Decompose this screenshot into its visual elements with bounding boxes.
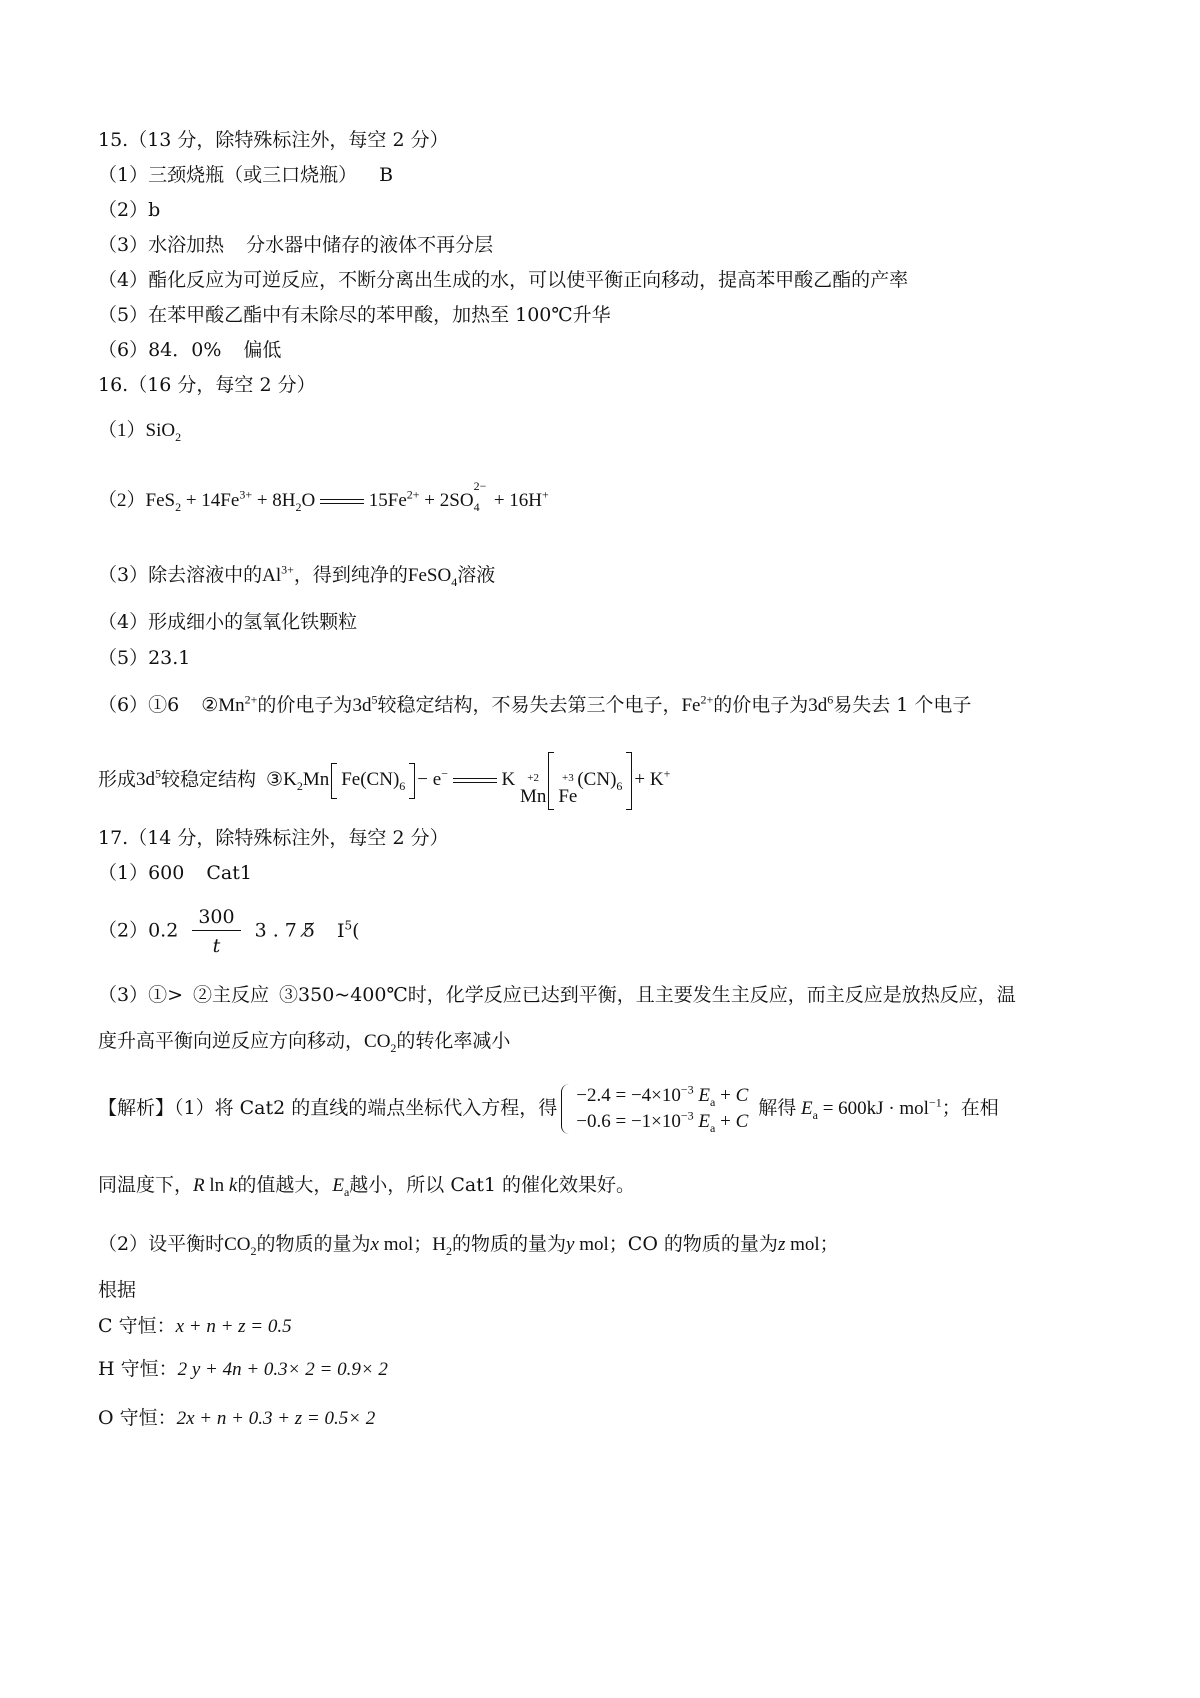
q16-answer-6: [98, 692, 971, 719]
q16-formula-fe: $Fe^{2+}$: [681, 692, 714, 716]
q17-heading: 17.（14 分，除特殊标注外，每空 2 分）: [98, 827, 449, 849]
q16-answer-6-line2-start: 形成: [98, 768, 137, 791]
q16-answer-6-text2: 较稳定结构，不易失去第三个电子，: [377, 694, 682, 716]
q16-answer-6-line2: [98, 752, 670, 810]
q17-answer-3-line2b: 的转化率减小: [396, 1030, 511, 1052]
q17-fraction: [192, 906, 240, 957]
equation-system: [576, 1083, 748, 1135]
q17-answer-2: [98, 906, 360, 957]
q16-answer-6-text3: 的价电子为: [713, 694, 809, 716]
q15-answer-3: [98, 232, 493, 258]
q16-answer-6-p2-start: ②: [201, 694, 219, 716]
q16-config-3d5-b: $3d^5$: [136, 767, 162, 791]
analysis-h2: $H_2$: [432, 1234, 453, 1258]
q15-answer-1-value: B: [379, 164, 394, 186]
q15-heading: 15.（13 分，除特殊标注外，每空 2 分）: [98, 129, 449, 151]
analysis-line2a: 同温度下，: [98, 1174, 194, 1196]
q15-answer-6-value: 偏低: [243, 339, 282, 361]
q15-answer-1: [98, 162, 393, 188]
analysis-line2c: 越小，所以 Cat1 的催化效果好。: [349, 1174, 635, 1196]
q16-answer-3: [98, 562, 495, 589]
q16-answer-6-text4: 易失去 1 个电子: [833, 694, 972, 716]
q17-answer-1-label: （1）600: [98, 862, 185, 884]
q15-answer-2: （2）b: [98, 199, 161, 221]
analysis-line-3: [98, 1231, 839, 1258]
q17-answer-2-rest: 3 . 7 5̸: [254, 919, 316, 942]
analysis-result: $E_a = 600kJ \cdot mol^{-1}$: [801, 1095, 942, 1122]
analysis-ea: $E_a$: [332, 1175, 350, 1199]
analysis-p2-e: ；CO 的物质的量为: [608, 1233, 778, 1255]
q16-answer-3-label: （3）除去溶液中的: [98, 564, 263, 586]
q16-answer-1-label: （1）: [98, 420, 146, 441]
q17-answer-3-line2a: 度升高平衡向逆反应方向移动，: [98, 1030, 365, 1052]
q16-answer-6-line2-text: 较稳定结构: [161, 768, 257, 791]
q17-fraction-den: t: [212, 935, 221, 957]
q16-answer-6-p3: ③: [266, 768, 284, 791]
analysis-line2b: 的值越大，: [237, 1174, 333, 1196]
analysis-c-conservation: [98, 1313, 292, 1340]
q15-answer-6-label: （6）84．0%: [98, 339, 222, 361]
q17-fraction-num: 300: [192, 906, 240, 931]
q17-answer-2-artifact: $I^5$(: [337, 918, 360, 942]
q16-answer-6-text1: 的价电子为: [257, 694, 353, 716]
q16-equation-2: $K_2Mn$ $Fe(CN)_6 - e^-$ K +2 Mn +3 Fe $(CN)_6 + K^+$: [283, 769, 670, 790]
q16-formula-mn: $Mn^{2+}$: [218, 692, 258, 716]
system-eq-2: $-0.6 = -1\times 10^{-3}$ $E_a + C$: [576, 1108, 749, 1135]
q16-answer-2-label: （2）: [98, 490, 146, 511]
analysis-line-2: [98, 1172, 635, 1199]
q15-answer-5: （5）在苯甲酸乙酯中有未除尽的苯甲酸，加热至 100℃升华: [98, 304, 611, 326]
analysis-basis: 根据: [98, 1279, 137, 1301]
equation-system-brace: [561, 1084, 572, 1134]
q15-answer-3-label: （3）水浴加热: [98, 234, 225, 256]
q17-formula-co2: $CO_2$: [364, 1031, 397, 1055]
analysis-y-mol: y mol: [566, 1234, 609, 1255]
q16-answer-3-end: 溶液: [457, 564, 496, 586]
q15-answer-6: [98, 337, 281, 363]
q17-answer-3-label: （3）①>: [98, 984, 184, 1006]
q17-answer-1: [98, 860, 252, 886]
analysis-x-mol: x mol: [370, 1234, 414, 1255]
analysis-co2: $CO_2$: [224, 1234, 257, 1258]
q16-answer-5: （5）23.1: [98, 647, 191, 669]
q16-config-3d6: $3d^6$: [808, 692, 834, 716]
analysis-o-conservation: [98, 1405, 375, 1432]
analysis-solve: 解得: [758, 1097, 797, 1119]
o-equation: 2x + n + 0.3 + z = 0.5× 2: [176, 1408, 376, 1429]
q17-answer-3: [98, 982, 1016, 1008]
analysis-lead: 【解析】（1）将 Cat2 的直线的端点坐标代入方程，得: [98, 1097, 558, 1119]
q16-formula-al: $Al^{3+}$: [262, 562, 294, 586]
q16-answer-6-label: （6）①6: [98, 694, 180, 716]
q15-answer-4: （4）酯化反应为可逆反应，不断分离出生成的水，可以使平衡正向移动，提高苯甲酸乙酯的产率: [98, 269, 909, 291]
analysis-z-mol: z mol: [777, 1234, 820, 1255]
h-label: H 守恒：: [98, 1358, 178, 1380]
analysis-p2-f: ；: [819, 1233, 839, 1255]
h-equation: 2 y + 4n + 0.3× 2 = 0.9× 2: [177, 1359, 388, 1380]
q16-heading: 16.（16 分，每空 2 分）: [98, 374, 316, 396]
q17-answer-3-line2: [98, 1028, 510, 1055]
q17-answer-3-p2: ②主反应: [193, 984, 270, 1006]
analysis-rlnk: R ln k: [193, 1175, 238, 1196]
q15-answer-3-value: 分水器中储存的液体不再分层: [246, 234, 494, 256]
q16-formula-sio2: SiO$_2$: [145, 420, 182, 444]
analysis-result-end: ；在相: [941, 1097, 999, 1119]
o-label: O 守恒：: [98, 1407, 177, 1429]
q16-formula-feso4: FeSO$_4$: [407, 565, 458, 589]
q16-equation-1: $FeS_2 + 14Fe^{3+} + 8H_2O$ $15Fe^{2+} + 2SO$ $_{2- 4}$ + 16H+: [145, 478, 549, 514]
analysis-line-1: [98, 1083, 999, 1135]
analysis-p2-d: 的物质的量为: [452, 1233, 567, 1255]
q17-answer-3-p3: ③350~400℃时，化学反应已达到平衡，且主要发生主反应，而主反应是放热反应，温: [279, 984, 1016, 1006]
c-label: C 守恒：: [98, 1315, 176, 1337]
analysis-p2-b: 的物质的量为: [256, 1233, 371, 1255]
q15-answer-1-label: （1）三颈烧瓶（或三口烧瓶）: [98, 164, 358, 186]
q17-answer-2-label: （2）0.2: [98, 919, 179, 942]
analysis-p2-a: （2）设平衡时: [98, 1233, 225, 1255]
q16-answer-3-mid: ，得到纯净的: [293, 564, 408, 586]
c-equation: x + n + z = 0.5: [175, 1316, 292, 1337]
system-eq-1: $-2.4 = -4\times 10^{-3}$ $E_a + C$: [576, 1082, 749, 1109]
analysis-p2-c: ；: [413, 1233, 433, 1255]
q17-answer-1-value: Cat1: [206, 862, 252, 884]
q16-answer-1: [98, 418, 181, 444]
q16-answer-2: [98, 478, 549, 514]
q16-answer-4: （4）形成细小的氢氧化铁颗粒: [98, 611, 358, 633]
analysis-h-conservation: [98, 1356, 388, 1383]
q16-config-3d5: $3d^5$: [352, 692, 378, 716]
